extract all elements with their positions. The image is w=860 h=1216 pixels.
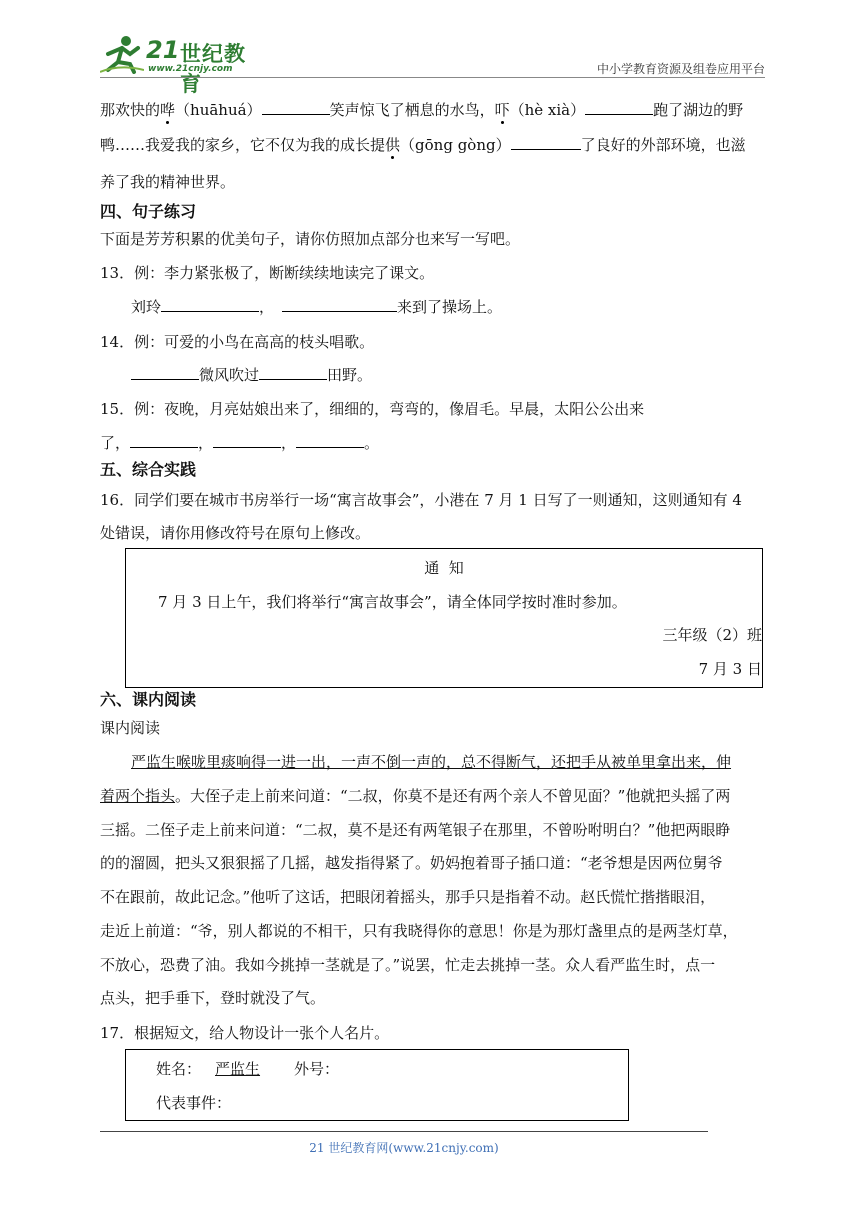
notice-body: 7 月 3 日上午，我们将举行“寓言故事会”，请全体同学按时准时参加。 bbox=[158, 593, 627, 611]
reading-line-1 bbox=[131, 752, 731, 772]
header-platform-text: 中小学教育资源及组卷应用平台 bbox=[596, 62, 765, 76]
text: 跑了湖边的野 bbox=[653, 101, 744, 119]
reading-line-5: 不在跟前，故此记念。”他听了这话，把眼闭着摇头，那手只是指着不动。赵氏慌忙揩揩眼泪， bbox=[100, 888, 716, 906]
pinyin-options: （hè xià） bbox=[509, 101, 586, 119]
answer-blank[interactable] bbox=[585, 100, 653, 115]
underlined-text: 严监生喉咙里痰响得一进一出，一声不倒一声的，总不得断气，还把手从被单里拿出来，伸 bbox=[131, 753, 732, 771]
reading-line-3: 三摇。二侄子走上前来问道：“二叔，莫不是还有两笔银子在那里，不曾吩咐明白？”他把两眼睁 bbox=[100, 821, 731, 839]
text: ， bbox=[259, 298, 275, 316]
answer-blank[interactable] bbox=[511, 135, 581, 150]
text: 微风吹过 bbox=[199, 366, 260, 384]
text: 。大侄子走上前来问道：“二叔，你莫不是还有两个亲人不曾见面？”他就把头摇了两 bbox=[175, 787, 731, 805]
passage-line-3: 养了我的精神世界。 bbox=[100, 173, 236, 191]
section-6-title: 六、课内阅读 bbox=[100, 690, 197, 709]
answer-blank[interactable] bbox=[161, 297, 259, 312]
text: 了， bbox=[100, 434, 131, 452]
question-13-answer bbox=[131, 297, 502, 317]
question-15: 15．例：夜晚，月亮姑娘出来了，细细的，弯弯的，像眉毛。早晨，太阳公公出来 bbox=[100, 400, 645, 418]
underlined-text: 着两个指头 bbox=[100, 787, 176, 805]
card-alias-label: 外号： bbox=[294, 1060, 340, 1078]
header-divider bbox=[100, 77, 765, 78]
dotted-char: 供 bbox=[385, 136, 401, 154]
runner-icon bbox=[100, 34, 144, 74]
footer-text: 21 世纪教育网(www.21cnjy.com) bbox=[309, 1141, 499, 1155]
reading-line-8: 点头，把手垂下，登时就没了气。 bbox=[100, 989, 326, 1007]
section-5-title: 五、综合实践 bbox=[100, 460, 197, 479]
footer-divider bbox=[100, 1131, 708, 1132]
reading-line-6: 走近上前道：“爷，别人都说的不相干，只有我晓得你的意思！你是为那灯盏里点的是两茎灯草， bbox=[100, 922, 738, 940]
reading-line-4: 的的溜圆，把头又狠狠摇了几摇，越发指得紧了。奶妈抱着哥子插口道：“老爷想是因两位舅爷 bbox=[100, 854, 723, 872]
reading-line-2 bbox=[100, 786, 730, 806]
pinyin-options: （gōng gòng） bbox=[400, 136, 511, 154]
dotted-char: 吓 bbox=[494, 101, 510, 119]
logo-text: 世纪教育 bbox=[180, 42, 246, 96]
question-16-line-1: 16．同学们要在城市书房举行一场“寓言故事会”，小港在 7 月 1 日写了一则通知，这则通知有 4 bbox=[100, 491, 742, 509]
passage-line-1 bbox=[100, 100, 743, 120]
card-name-value[interactable]: 严监生 bbox=[215, 1060, 261, 1078]
logo-url: www.21cnjy.com bbox=[148, 64, 233, 74]
answer-blank[interactable] bbox=[296, 433, 364, 448]
text: 那欢快的 bbox=[100, 101, 161, 119]
page-header bbox=[100, 30, 765, 96]
section-6-subtitle: 课内阅读 bbox=[100, 719, 161, 737]
name-card-box bbox=[125, 1049, 629, 1121]
answer-blank[interactable] bbox=[130, 433, 198, 448]
notice-box bbox=[125, 548, 763, 688]
question-17: 17．根据短文，给人物设计一张个人名片。 bbox=[100, 1024, 390, 1042]
question-14: 14．例：可爱的小鸟在高高的枝头唱歌。 bbox=[100, 333, 375, 351]
notice-signer: 三年级（2）班 bbox=[662, 626, 762, 644]
text: 笑声惊飞了栖息的水鸟， bbox=[329, 101, 495, 119]
text: 刘玲 bbox=[131, 298, 162, 316]
text: 。 bbox=[364, 434, 380, 452]
card-event-label: 代表事件： bbox=[156, 1094, 232, 1112]
logo-number: 21 bbox=[146, 36, 180, 64]
answer-blank[interactable] bbox=[282, 297, 397, 312]
reading-line-7: 不放心，恐费了油。我如今挑掉一茎就是了。”说罢，忙走去挑掉一茎。众人看严监生时，点一 bbox=[100, 956, 716, 974]
pinyin-options: （huāhuá） bbox=[175, 101, 262, 119]
text: 来到了操场上。 bbox=[397, 298, 503, 316]
question-16-line-2: 处错误，请你用修改符号在原句上修改。 bbox=[100, 524, 371, 542]
dotted-char: 哗 bbox=[160, 101, 176, 119]
text: ， bbox=[281, 434, 297, 452]
text: 鸭……我爱我的家乡，它不仅为我的成长提 bbox=[100, 136, 386, 154]
text: 了良好的外部环境，也滋 bbox=[580, 136, 746, 154]
passage-line-2 bbox=[100, 135, 746, 155]
card-name-row bbox=[156, 1059, 339, 1079]
answer-blank[interactable] bbox=[131, 365, 199, 380]
site-logo bbox=[100, 34, 260, 96]
answer-blank[interactable] bbox=[262, 100, 330, 115]
text: 田野。 bbox=[327, 366, 373, 384]
text: ， bbox=[198, 434, 214, 452]
question-13: 13．例：李力紧张极了，断断续续地读完了课文。 bbox=[100, 264, 435, 282]
notice-date: 7 月 3 日 bbox=[698, 660, 762, 678]
notice-title: 通 知 bbox=[424, 559, 464, 577]
answer-blank[interactable] bbox=[259, 365, 327, 380]
section-4-title: 四、句子练习 bbox=[100, 202, 197, 221]
answer-blank[interactable] bbox=[213, 433, 281, 448]
card-name-label: 姓名： bbox=[156, 1060, 202, 1078]
question-15-answer bbox=[100, 433, 379, 453]
question-14-answer bbox=[131, 365, 372, 385]
section-4-intro: 下面是芳芳积累的优美句子，请你仿照加点部分也来写一写吧。 bbox=[100, 230, 521, 248]
